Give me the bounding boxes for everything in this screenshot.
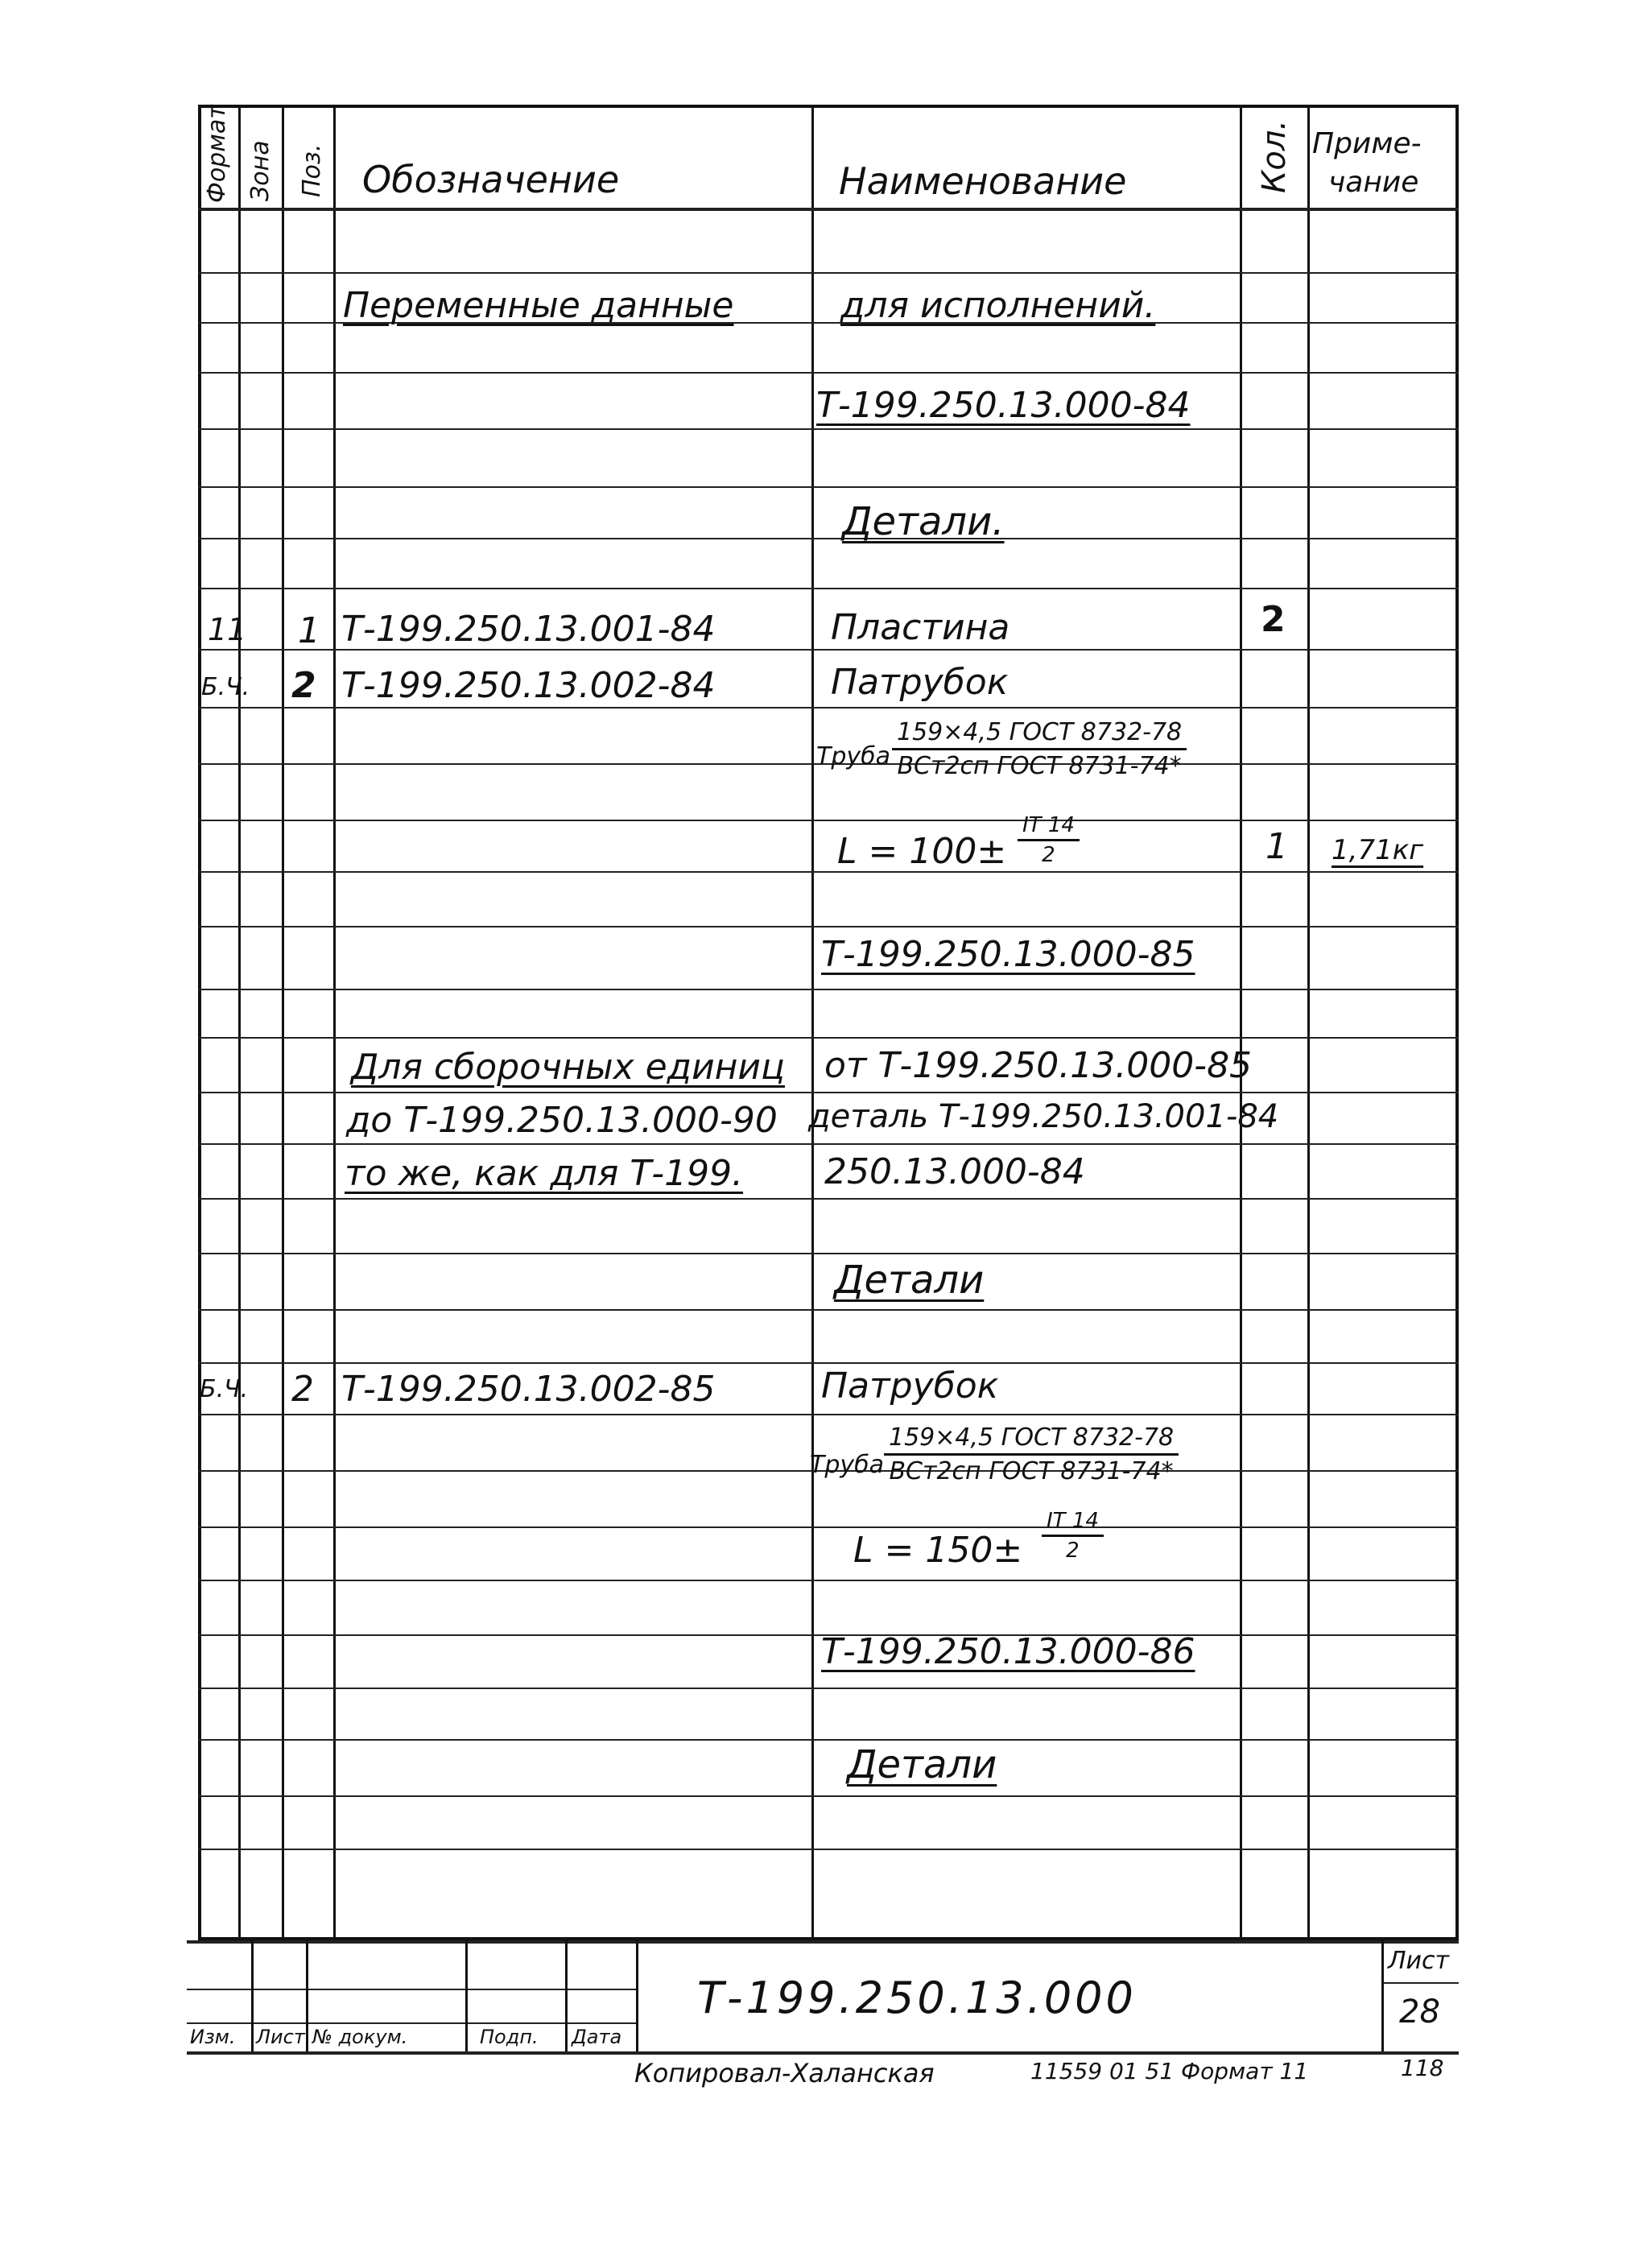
row2-qty: 1 <box>1265 826 1288 867</box>
details-heading-3: Детали <box>847 1742 997 1787</box>
assembly-note-line2-a: до Т-199.250.13.000-90 <box>346 1100 778 1141</box>
row-line <box>198 871 1459 873</box>
row2-pipe-fraction <box>892 718 1187 780</box>
row-line <box>198 1037 1459 1039</box>
tb-izm: Изм. <box>190 2026 236 2048</box>
col-divider-name <box>1240 105 1242 1940</box>
row-line <box>198 1143 1459 1145</box>
row3-name: Патрубок <box>821 1365 999 1407</box>
row-line <box>198 820 1459 821</box>
row-line <box>198 1795 1459 1797</box>
tb-top-line <box>187 1940 1459 1944</box>
tb-date: Дата <box>572 2026 622 2048</box>
header-designation: Обозначение <box>362 158 620 201</box>
row1-name: Пластина <box>831 607 1010 648</box>
execution-84-heading: Т-199.250.13.000-84 <box>816 385 1191 426</box>
tb-sign: Подп. <box>480 2026 539 2048</box>
row1-designation: Т-199.250.13.001-84 <box>341 609 716 650</box>
assembly-note-line1-a: Для сборочных единиц <box>351 1047 785 1088</box>
col-divider-qty <box>1307 105 1310 1940</box>
tb-col <box>636 1940 638 2051</box>
header-note-line1: Приме- <box>1312 127 1422 160</box>
row-line <box>198 1362 1459 1364</box>
tb-col <box>565 1940 568 2051</box>
row3-pipe-material: ВСт2сп ГОСТ 8731-74* <box>889 1457 1174 1485</box>
row-line <box>198 588 1459 589</box>
row-line <box>198 1739 1459 1741</box>
row1-qty: 2 <box>1261 599 1286 640</box>
row2-pipe-spec: 159×4,5 ГОСТ 8732-78 <box>892 718 1187 750</box>
row1-pos: 1 <box>298 610 320 651</box>
row3-pos: 2 <box>291 1369 314 1410</box>
row2-tolerance <box>1018 813 1080 867</box>
row2-pipe-label: Труба <box>816 742 891 770</box>
assembly-note-line1-b: от Т-199.250.13.000-85 <box>824 1045 1253 1086</box>
row-line <box>198 707 1459 708</box>
tb-sheet-number: 28 <box>1399 1993 1440 2030</box>
row2-length: L = 100± <box>837 831 1007 872</box>
row-line <box>198 1414 1459 1415</box>
tb-sheet-label: Лист <box>1388 1947 1450 1975</box>
tb-col <box>465 1940 468 2051</box>
execution-85-heading: Т-199.250.13.000-85 <box>821 934 1195 975</box>
row1-format: 11 <box>208 612 247 647</box>
assembly-note-line2-b: деталь Т-199.250.13.001-84 <box>808 1098 1279 1135</box>
row2-tol-num: IT 14 <box>1018 813 1080 841</box>
col-divider-designation <box>811 105 814 1940</box>
tb-col <box>251 1940 254 2051</box>
details-heading-1: Детали. <box>842 499 1005 544</box>
tb-designation: Т-199.250.13.000 <box>697 1973 1137 2023</box>
tb-bottom-line <box>187 2051 1459 2055</box>
col-divider-format <box>238 105 241 1940</box>
variable-data-title-a: Переменные данные <box>343 285 734 326</box>
header-note-line2: чание <box>1328 166 1419 199</box>
tb-inner-line <box>187 1989 638 1990</box>
footer-number: 118 <box>1401 2055 1444 2081</box>
footer-format-info: 11559 01 51 Формат 11 <box>1030 2058 1309 2084</box>
row2-designation: Т-199.250.13.002-84 <box>341 665 716 706</box>
row-line <box>198 486 1459 488</box>
header-bottom-line <box>198 208 1459 211</box>
row2-name: Патрубок <box>831 662 1009 703</box>
row2-format: Б.Ч. <box>201 673 250 701</box>
tb-list: Лист <box>256 2026 305 2048</box>
row-line <box>198 272 1459 274</box>
row-line <box>198 1849 1459 1850</box>
row2-pipe-material: ВСт2сп ГОСТ 8731-74* <box>897 752 1182 780</box>
row-line <box>198 1309 1459 1311</box>
row-line <box>198 926 1459 927</box>
tb-inner-line-2 <box>187 2022 638 2024</box>
col-divider-zone <box>282 105 284 1940</box>
variable-data-title-b: для исполнений. <box>840 285 1156 326</box>
row2-pos: 2 <box>291 665 316 706</box>
row-line <box>198 538 1459 539</box>
col-divider-pos <box>333 105 336 1940</box>
details-heading-2: Детали <box>834 1258 985 1303</box>
row3-format: Б.Ч. <box>200 1375 249 1403</box>
row-line <box>198 1688 1459 1689</box>
row3-pipe-fraction <box>884 1423 1179 1485</box>
row-line <box>198 989 1459 990</box>
row3-pipe-label: Труба <box>810 1451 885 1479</box>
row3-pipe-spec: 159×4,5 ГОСТ 8732-78 <box>884 1423 1179 1456</box>
header-pos: Поз. <box>298 143 326 197</box>
row-line <box>198 1253 1459 1254</box>
assembly-note-line3-b: 250.13.000-84 <box>824 1151 1085 1192</box>
footer-copied-by: Копировал-Халанская <box>634 2058 935 2088</box>
row-line <box>198 372 1459 374</box>
tb-sheet-line <box>1383 1982 1459 1984</box>
row-line <box>198 1526 1459 1528</box>
row2-tol-den: 2 <box>1042 843 1055 867</box>
row3-length: L = 150± <box>853 1530 1023 1571</box>
execution-86-heading: Т-199.250.13.000-86 <box>821 1631 1195 1672</box>
row-line <box>198 1580 1459 1581</box>
tb-col <box>306 1940 308 2051</box>
header-zone: Зона <box>246 140 275 201</box>
row3-tol-num: IT 14 <box>1042 1509 1104 1537</box>
row3-tolerance <box>1042 1509 1104 1563</box>
row-line <box>198 1092 1459 1093</box>
header-name: Наименование <box>839 159 1127 203</box>
header-format: Формат <box>203 105 231 203</box>
row-line <box>198 1198 1459 1200</box>
row3-tol-den: 2 <box>1066 1539 1080 1563</box>
row3-designation: Т-199.250.13.002-85 <box>341 1369 716 1410</box>
assembly-note-line3-a: то же, как для Т-199. <box>345 1153 744 1194</box>
tb-col-sheet <box>1381 1940 1384 2051</box>
row-line <box>198 428 1459 430</box>
row2-note: 1,71кг <box>1332 834 1424 866</box>
header-qty: Кол. <box>1256 119 1293 193</box>
tb-doc-no: № докум. <box>312 2026 408 2048</box>
